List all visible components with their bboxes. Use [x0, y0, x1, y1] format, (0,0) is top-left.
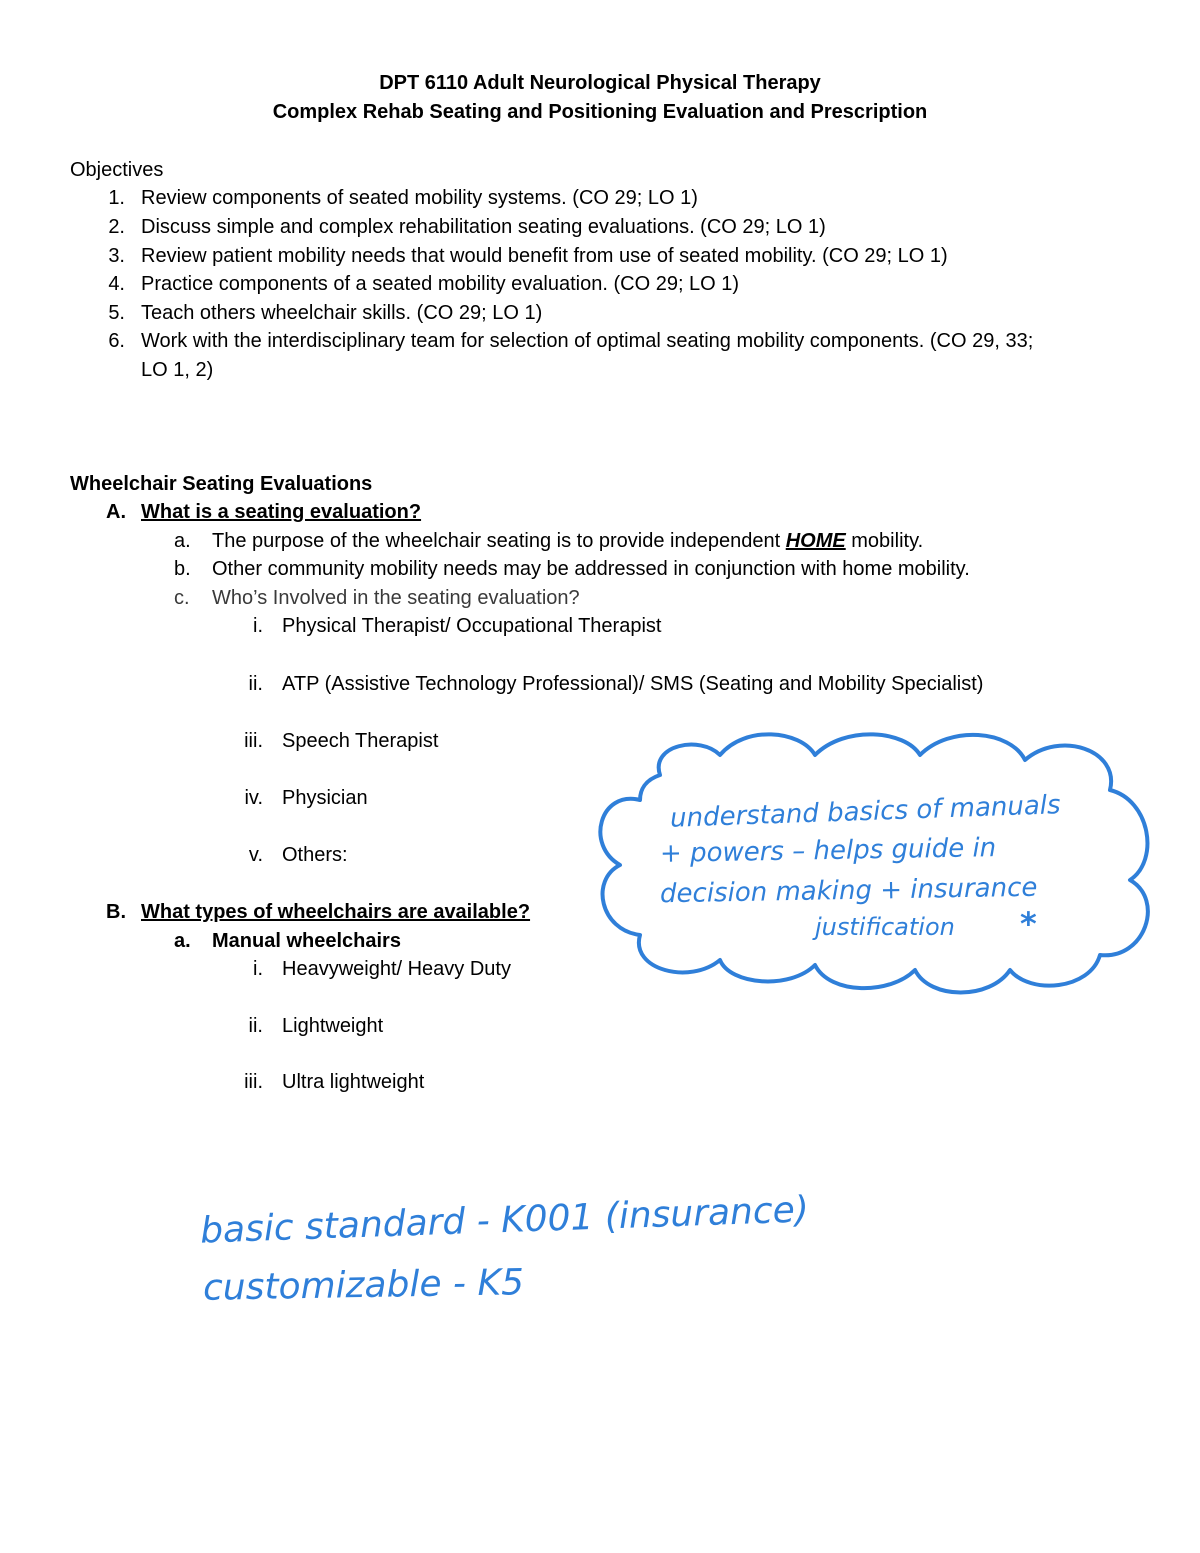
section-letter-a: A.: [106, 501, 126, 523]
section-heading: Wheelchair Seating Evaluations: [70, 473, 373, 495]
handwritten-note-line: basic standard - K001 (insurance): [199, 1189, 810, 1252]
role-text: ATP (Assistive Technology Professional)/ SMS (Seating and Mobility Specialist): [282, 673, 984, 695]
handwritten-cloud-line: understand basics of manuals: [669, 790, 1062, 834]
handwritten-cloud-line: justification: [815, 913, 955, 941]
objective-number: 5.: [108, 302, 125, 324]
item-letter: c.: [174, 587, 190, 609]
objective-number: 6.: [108, 330, 125, 352]
item-text-post: mobility.: [845, 530, 924, 552]
objective-text: Discuss simple and complex rehabilitation seating evaluations. (CO 29; LO 1): [141, 216, 826, 238]
type-number: i.: [253, 958, 263, 980]
role-text: Others:: [282, 844, 348, 866]
role-number: iv.: [244, 787, 263, 809]
objective-text-continued: LO 1, 2): [141, 359, 214, 381]
type-number: iii.: [244, 1071, 263, 1093]
type-number: ii.: [248, 1015, 263, 1037]
item-text-manual-wheelchairs: Manual wheelchairs: [212, 930, 401, 952]
objective-text: Practice components of a seated mobility evaluation. (CO 29; LO 1): [141, 273, 740, 295]
type-text: Lightweight: [282, 1015, 384, 1037]
role-text: Physical Therapist/ Occupational Therapist: [282, 615, 662, 637]
role-number: iii.: [244, 730, 263, 752]
document-subtitle: Complex Rehab Seating and Positioning Evaluation and Prescription: [272, 101, 928, 123]
handwritten-note-line: customizable - K5: [202, 1262, 525, 1309]
type-text: Heavyweight/ Heavy Duty: [282, 958, 511, 980]
asterisk-mark: *: [1020, 905, 1037, 943]
objective-number: 1.: [108, 187, 125, 209]
role-text: Physician: [282, 787, 368, 809]
role-number: ii.: [248, 673, 263, 695]
subsection-title-seating-evaluation: What is a seating evaluation?: [141, 501, 422, 523]
item-text-community: Other community mobility needs may be addressed in conjunction with home mobility.: [212, 558, 970, 580]
subsection-title-wheelchair-types: What types of wheelchairs are available?: [141, 901, 531, 923]
role-number: i.: [253, 615, 263, 637]
role-text: Speech Therapist: [282, 730, 439, 752]
home-emphasis: HOME: [785, 530, 846, 552]
objective-number: 2.: [108, 216, 125, 238]
objective-number: 3.: [108, 245, 125, 267]
section-letter-b: B.: [106, 901, 126, 923]
item-letter: a.: [174, 930, 191, 952]
type-text: Ultra lightweight: [282, 1071, 425, 1093]
objective-text: Review patient mobility needs that would benefit from use of seated mobility. (CO 29; LO 1): [141, 245, 948, 267]
item-text-whos-involved: Who’s Involved in the seating evaluation?: [212, 587, 580, 609]
item-letter: a.: [174, 530, 191, 552]
item-letter: b.: [174, 558, 191, 580]
document-title: DPT 6110 Adult Neurological Physical Therapy: [379, 72, 821, 94]
role-number: v.: [248, 844, 263, 866]
objective-number: 4.: [108, 273, 125, 295]
item-text-pre: The purpose of the wheelchair seating is to provide independent: [212, 530, 786, 552]
objective-text: Work with the interdisciplinary team for selection of optimal seating mobility components. (CO 29, 33;: [141, 330, 1034, 352]
objective-text: Review components of seated mobility systems. (CO 29; LO 1): [141, 187, 698, 209]
handwritten-cloud-line: decision making + insurance: [659, 872, 1038, 910]
handwritten-cloud-line: + powers – helps guide in: [659, 833, 997, 869]
objectives-heading: Objectives: [70, 159, 164, 181]
objective-text: Teach others wheelchair skills. (CO 29; LO 1): [141, 302, 543, 324]
